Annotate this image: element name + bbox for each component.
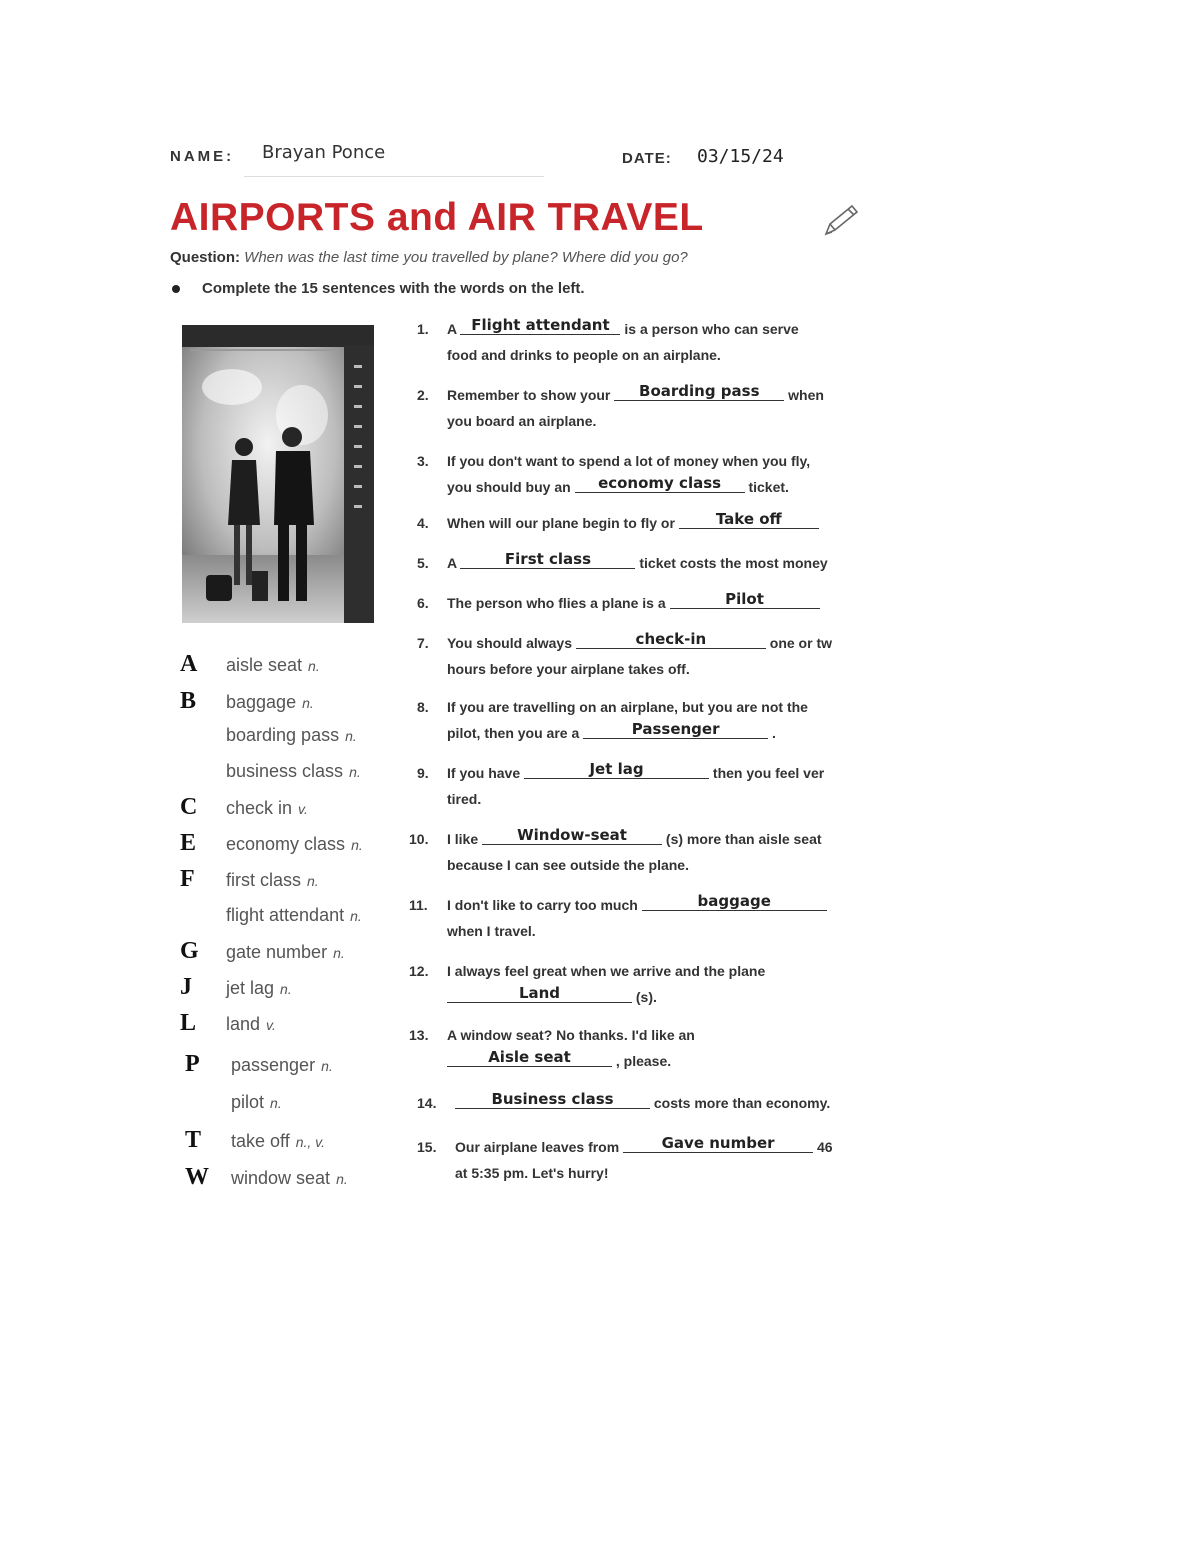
word-term: check in — [226, 798, 293, 818]
word-term: boarding pass — [226, 725, 340, 745]
sentence-text: (s). — [635, 989, 657, 1005]
sentence-item — [417, 510, 819, 536]
sentence-item — [417, 760, 824, 812]
date-label: DATE: — [622, 150, 672, 167]
word-term: economy class — [226, 834, 346, 854]
word-bank-item — [185, 1126, 325, 1154]
sentence-item — [409, 958, 765, 1010]
sentence-text: because I can see outside the plane. — [447, 857, 689, 873]
sentence-text: costs more than economy. — [653, 1095, 831, 1111]
sentence-item — [417, 448, 810, 500]
sentence-number: 4. — [417, 515, 429, 531]
sentence-text: 46 — [816, 1139, 833, 1155]
answer-blank[interactable]: Business class — [455, 1090, 650, 1109]
word-term: land — [226, 1014, 261, 1034]
sentence-text: pilot, then you are a — [447, 725, 580, 741]
word-bank-item — [180, 757, 361, 785]
sentence-text: If you have — [447, 765, 521, 781]
word-pos: n. — [307, 873, 319, 889]
sentence-item — [417, 382, 824, 434]
bullet-icon — [172, 285, 180, 293]
word-bank-item — [180, 901, 362, 929]
sentence-text: Remember to show your — [447, 387, 611, 403]
sentence-text: food and drinks to people on an airplane. — [447, 347, 721, 363]
word-term: baggage — [226, 692, 297, 712]
sentence-text: . — [772, 725, 776, 741]
word-bank-item — [180, 1009, 276, 1037]
sentence-text: is a person who can serve — [624, 321, 799, 337]
sentence-number: 8. — [417, 699, 429, 715]
answer-blank[interactable]: Jet lag — [524, 760, 709, 779]
answer-blank[interactable]: Take off — [679, 510, 819, 529]
answer-blank[interactable]: Window-seat — [482, 826, 662, 845]
word-bank-item — [180, 650, 320, 678]
sentence-item — [417, 694, 808, 746]
answer-blank[interactable]: Flight attendant — [460, 316, 620, 335]
sentence-text: ticket. — [748, 479, 789, 495]
word-letter: C — [180, 794, 198, 820]
word-pos: n. — [270, 1095, 282, 1111]
sentence-text: If you are travelling on an airplane, but you are not the — [447, 699, 808, 715]
sentence-item — [417, 1090, 830, 1116]
sentence-text: The person who flies a plane is a — [447, 595, 666, 611]
answer-blank[interactable]: Pilot — [670, 590, 820, 609]
word-bank-item — [180, 829, 363, 857]
airport-photo — [182, 325, 374, 623]
word-term: window seat — [231, 1168, 331, 1188]
word-bank-item — [180, 865, 319, 893]
word-letter: T — [185, 1127, 202, 1153]
sentence-number: 14. — [417, 1095, 437, 1111]
sentence-number: 12. — [409, 963, 429, 979]
word-term: pilot — [231, 1092, 265, 1112]
word-bank-item — [180, 687, 314, 715]
word-pos: v. — [266, 1017, 276, 1033]
sentence-text: (s) more than aisle seat — [665, 831, 822, 847]
answer-blank[interactable]: Boarding pass — [614, 382, 784, 401]
word-pos: v. — [298, 801, 308, 817]
sentence-text: tired. — [447, 791, 482, 807]
word-term: gate number — [226, 942, 328, 962]
word-bank-item — [185, 1050, 333, 1078]
sentence-number: 1. — [417, 321, 429, 337]
answer-blank[interactable]: Aisle seat — [447, 1048, 612, 1067]
word-letter: E — [180, 830, 197, 856]
word-pos: n., v. — [295, 1134, 326, 1150]
sentence-text: When will our plane begin to fly or — [447, 515, 675, 531]
date-value[interactable]: 03/15/24 — [697, 146, 784, 167]
sentence-text: Our airplane leaves from — [455, 1139, 620, 1155]
sentence-text: A — [447, 321, 457, 337]
sentence-number: 11. — [409, 897, 428, 913]
sentence-number: 9. — [417, 765, 429, 781]
question — [170, 249, 688, 266]
word-letter: B — [180, 688, 197, 714]
sentence-item — [409, 1022, 695, 1074]
name-underline — [244, 176, 544, 177]
word-pos: n. — [345, 728, 357, 744]
word-bank-item — [180, 721, 357, 749]
sentence-text: I like — [447, 831, 479, 847]
sentence-text: you should buy an — [447, 479, 571, 495]
instruction — [172, 280, 585, 297]
sentence-item — [417, 590, 820, 616]
answer-blank[interactable]: Passenger — [583, 720, 768, 739]
word-letter: P — [185, 1051, 200, 1077]
sentence-text: you board an airplane. — [447, 413, 597, 429]
word-term: take off — [231, 1131, 290, 1151]
sentence-number: 2. — [417, 387, 429, 403]
word-letter: J — [180, 974, 192, 1000]
sentence-text: If you don't want to spend a lot of money when you fly, — [447, 453, 811, 469]
sentence-text: one or tw — [769, 635, 833, 651]
sentence-text: at 5:35 pm. Let's hurry! — [455, 1165, 609, 1181]
sentence-text: I always feel great when we arrive and the plane — [447, 963, 766, 979]
question-text: When was the last time you travelled by plane? Where did you go? — [244, 249, 688, 266]
sentence-text: I don't like to carry too much — [447, 897, 638, 913]
answer-blank[interactable]: Land — [447, 984, 632, 1003]
word-pos: n. — [333, 945, 345, 961]
word-pos: n. — [280, 981, 292, 997]
sentence-item — [417, 316, 799, 368]
question-label: Question: — [170, 249, 240, 266]
sentence-text: then you feel ver — [712, 765, 825, 781]
word-term: first class — [226, 870, 302, 890]
word-pos: n. — [302, 695, 314, 711]
word-bank-item — [180, 973, 292, 1001]
sentence-number: 15. — [417, 1139, 437, 1155]
instruction-text: Complete the 15 sentences with the words on the left. — [202, 280, 585, 297]
word-term: flight attendant — [226, 905, 345, 925]
word-term: passenger — [231, 1055, 316, 1075]
sentence-number: 10. — [409, 831, 429, 847]
page-title: AIRPORTS and AIR TRAVEL — [170, 196, 704, 239]
word-letter: L — [180, 1010, 197, 1036]
word-letter: G — [180, 938, 199, 964]
word-bank-item — [180, 937, 345, 965]
sentence-item — [417, 630, 832, 682]
sentence-text: when I travel. — [447, 923, 536, 939]
sentence-text: when — [788, 387, 824, 403]
word-pos: n. — [321, 1058, 333, 1074]
word-pos: n. — [308, 658, 320, 674]
word-letter: W — [185, 1164, 209, 1190]
answer-blank[interactable]: baggage — [642, 892, 827, 911]
answer-blank[interactable]: Gave number — [623, 1134, 813, 1153]
name-label: NAME: — [170, 148, 235, 165]
sentence-text: A — [447, 555, 457, 571]
word-bank-item — [180, 793, 308, 821]
sentence-item — [417, 1134, 833, 1186]
sentence-text: ticket costs the most money — [639, 555, 828, 571]
answer-blank[interactable]: First class — [460, 550, 635, 569]
sentence-number: 13. — [409, 1027, 429, 1043]
sentence-item — [417, 550, 828, 576]
sentence-text: You should always — [447, 635, 572, 651]
sentence-number: 7. — [417, 635, 429, 651]
word-letter: A — [180, 651, 198, 677]
word-pos: n. — [349, 764, 361, 780]
word-pos: n. — [336, 1171, 348, 1187]
sentence-item — [409, 892, 827, 944]
name-value[interactable]: Brayan Ponce — [262, 142, 386, 163]
sentence-text: hours before your airplane takes off. — [447, 661, 690, 677]
answer-blank[interactable]: check-in — [576, 630, 766, 649]
sentence-number: 5. — [417, 555, 429, 571]
sentence-item — [409, 826, 822, 878]
word-pos: n. — [350, 908, 362, 924]
sentence-text: , please. — [615, 1053, 672, 1069]
sentence-text: A window seat? No thanks. I'd like an — [447, 1027, 695, 1043]
pencil-icon — [820, 200, 860, 240]
word-bank-item — [185, 1163, 348, 1191]
answer-blank[interactable]: economy class — [575, 474, 745, 493]
word-term: aisle seat — [226, 655, 303, 675]
word-letter: F — [180, 866, 195, 892]
word-pos: n. — [351, 837, 363, 853]
sentence-number: 3. — [417, 453, 429, 469]
sentence-number: 6. — [417, 595, 429, 611]
word-bank-item — [185, 1088, 282, 1116]
word-term: business class — [226, 761, 344, 781]
word-term: jet lag — [226, 978, 275, 998]
